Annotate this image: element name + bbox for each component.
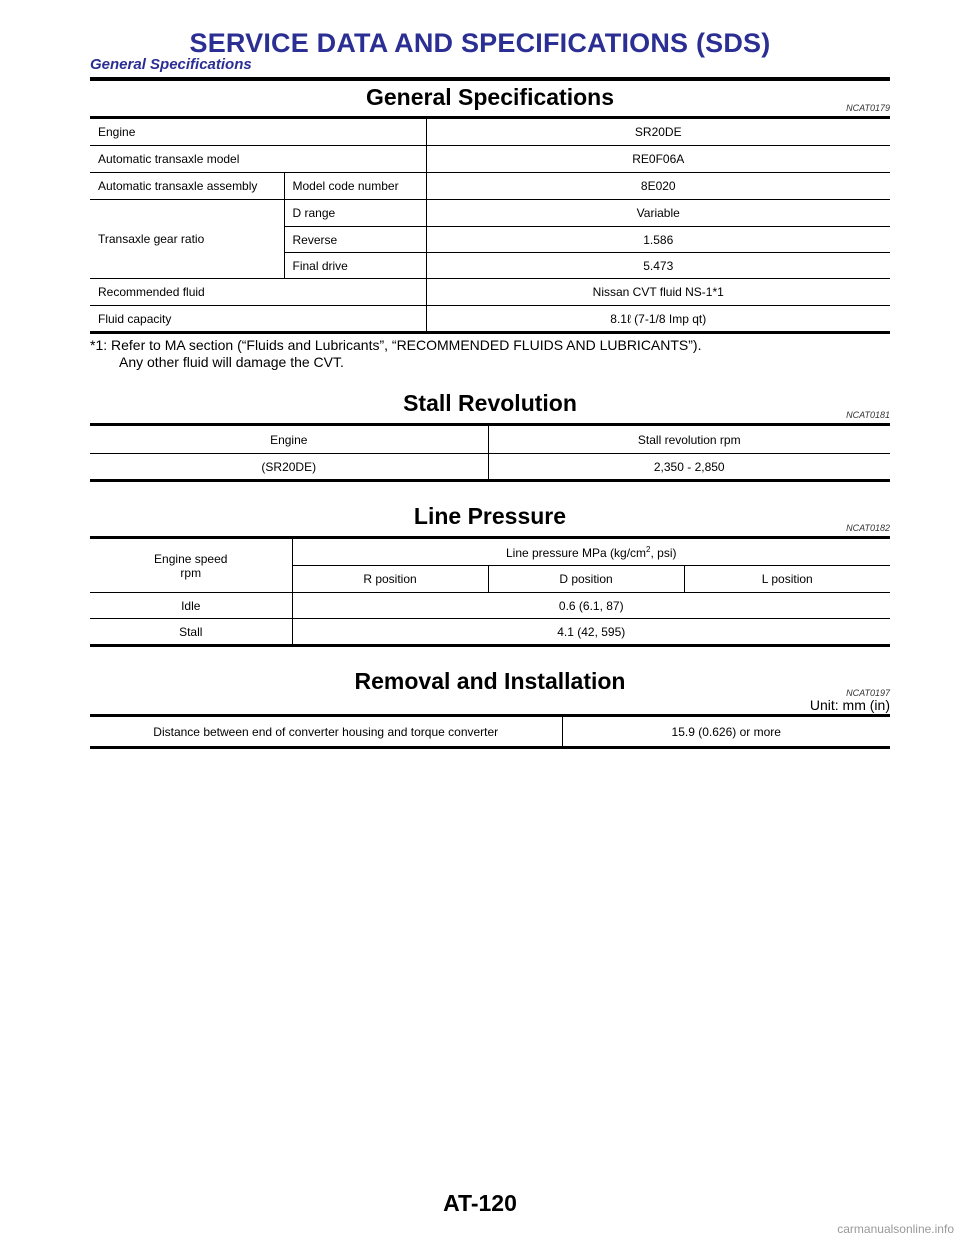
capacity-value: 8.1ℓ (7-1/8 Imp qt) [426,306,890,333]
d-position: D position [488,566,684,593]
final-drive-value: 5.473 [426,253,890,279]
general-specs-table [90,116,890,334]
stall-title: Stall Revolution [403,390,577,416]
line-pressure-table [90,536,890,647]
stall-table [90,423,890,482]
table-row [90,716,890,748]
final-drive-label: Final drive [284,253,426,279]
assembly-label: Automatic transaxle assembly [90,173,284,200]
d-range-label: D range [284,200,426,227]
fluid-value: Nissan CVT fluid NS-1*1 [426,279,890,306]
table-row [90,306,890,333]
table-row [90,593,890,619]
engine-speed-label [90,538,292,593]
table-row [90,425,890,454]
header-rule [90,77,890,81]
header-subtitle: General Specifications [90,56,252,73]
stall-label: Stall [90,619,292,646]
line-pressure-header-tail: , psi) [650,545,677,560]
engine-speed-label-2: rpm [180,565,202,580]
engine-speed-label-1: Engine speed [154,551,228,566]
assembly-sub-label: Model code number [284,173,426,200]
removal-item: Distance between end of converter housing and torque converter [90,716,562,748]
line-pressure-title: Line Pressure [413,503,567,529]
table-row [90,118,890,146]
removal-unit: Unit: mm (in) [809,697,890,713]
stall-col-engine: Engine [90,425,488,454]
gear-ratio-label: Transaxle gear ratio [90,200,284,279]
general-specs-code: NCAT0179 [846,103,890,113]
table-row [90,173,890,200]
removal-table [90,714,890,749]
line-pressure-header-text: Line pressure MPa (kg/cm [505,545,647,560]
header-title: SERVICE DATA AND SPECIFICATIONS (SDS) [189,28,771,58]
stall-engine: (SR20DE) [90,454,488,481]
d-range-value: Variable [426,200,890,227]
engine-value: SR20DE [426,118,890,146]
footnote [90,337,702,371]
assembly-value: 8E020 [426,173,890,200]
r-position: R position [292,566,488,593]
reverse-value: 1.586 [426,227,890,253]
model-label: Automatic transaxle model [90,146,426,173]
table-row [90,538,890,566]
idle-value: 0.6 (6.1, 87) [292,593,890,619]
line-pressure-header-sup: 2 [646,544,651,554]
removal-title: Removal and Installation [354,668,626,694]
line-pressure-header [292,538,890,566]
model-value: RE0F06A [426,146,890,173]
stall-value: 2,350 - 2,850 [488,454,890,481]
table-row [90,146,890,173]
l-position: L position [684,566,890,593]
capacity-label: Fluid capacity [90,306,426,333]
line-pressure-code: NCAT0182 [846,523,890,533]
table-row [90,619,890,646]
stall-code: NCAT0181 [846,410,890,420]
table-row [90,200,890,227]
footnote-line-2: Any other fluid will damage the CVT. [119,354,344,370]
stall-col-revolution: Stall revolution rpm [488,425,890,454]
removal-code: NCAT0197 [846,688,890,698]
table-row [90,279,890,306]
table-row [90,454,890,481]
stall-pressure-value: 4.1 (42, 595) [292,619,890,646]
fluid-label: Recommended fluid [90,279,426,306]
engine-label: Engine [90,118,426,146]
general-specs-title: General Specifications [366,84,614,110]
removal-value: 15.9 (0.626) or more [562,716,890,748]
idle-label: Idle [90,593,292,619]
page-number: AT-120 [443,1190,517,1216]
footnote-line-1: *1: Refer to MA section (“Fluids and Lubricants”, “RECOMMENDED FLUIDS AND LUBRICANTS”). [90,337,702,353]
watermark: carmanualsonline.info [837,1222,954,1236]
reverse-label: Reverse [284,227,426,253]
